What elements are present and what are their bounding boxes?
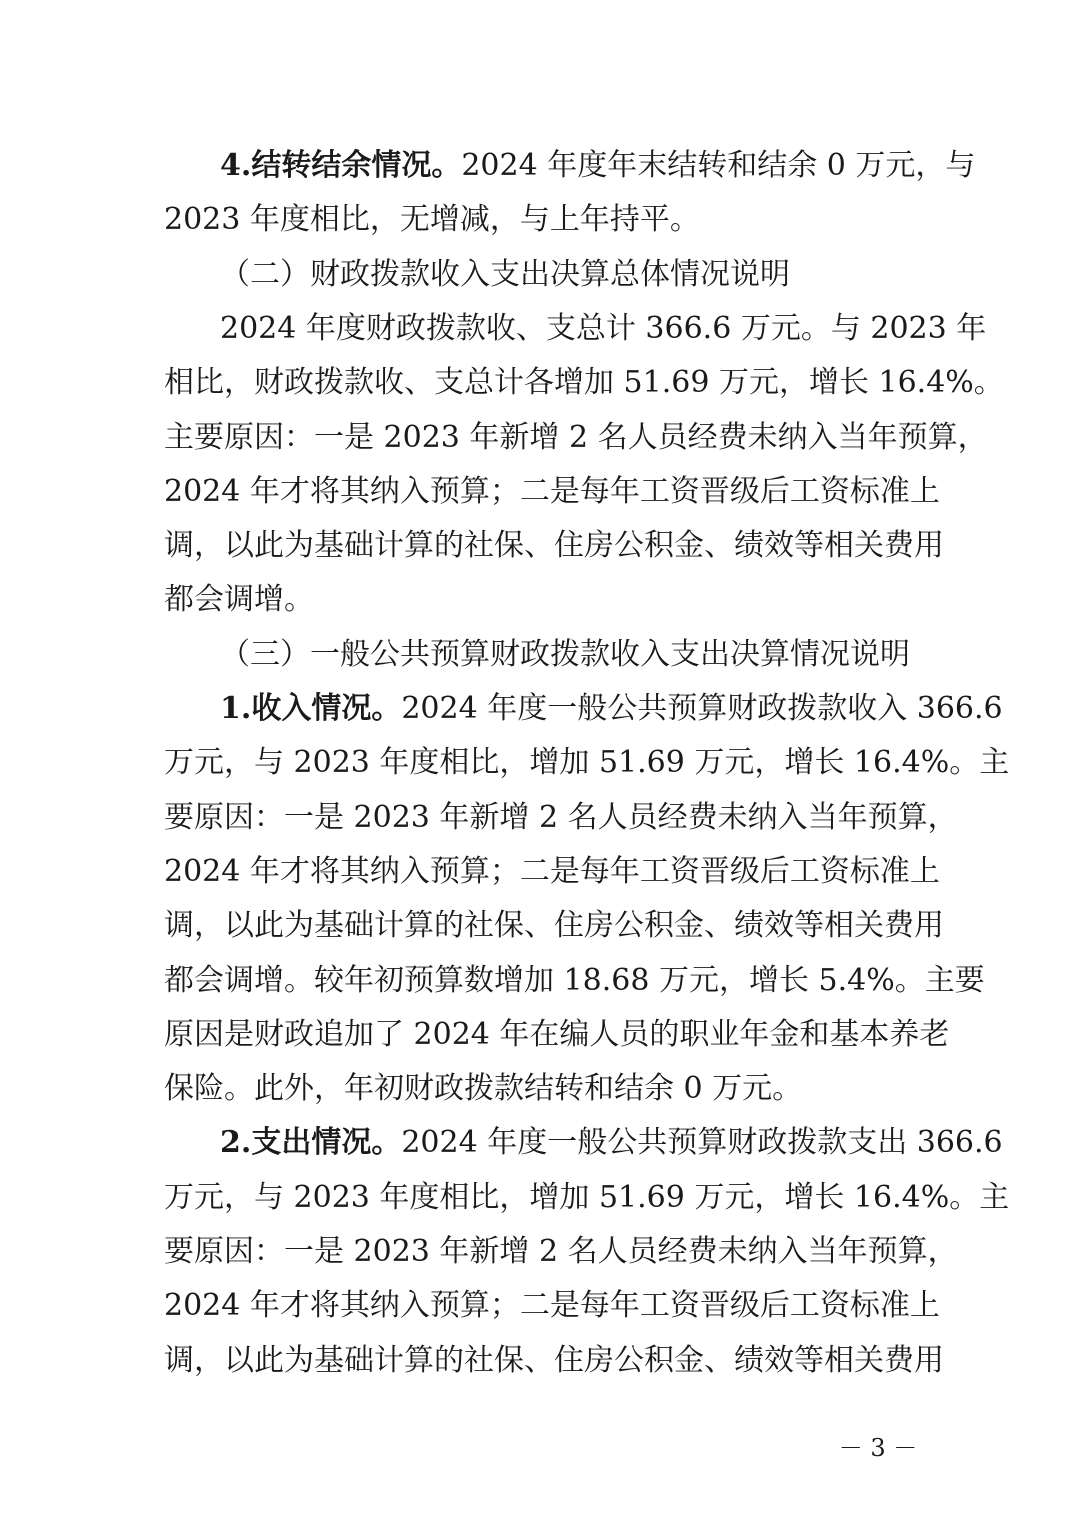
text-line — [164, 526, 944, 566]
text-line — [164, 1232, 958, 1272]
text-line — [220, 309, 987, 349]
line-text: 万元，与 2023 年度相比，增加 51.69 万元，增长 16.4%。主 — [164, 1180, 1010, 1215]
line-text: 万元，与 2023 年度相比，增加 51.69 万元，增长 16.4%。主 — [164, 745, 1010, 780]
line-text: 2024 年才将其纳入预算；二是每年工资晋级后工资标准上 — [164, 474, 940, 509]
page-number: － 3 － — [838, 1434, 918, 1462]
text-line — [164, 743, 1010, 783]
line-text: 调，以此为基础计算的社保、住房公积金、绩效等相关费用 — [164, 908, 944, 943]
line-text: 2024 年度财政拨款收、支总计 366.6 万元。与 2023 年 — [220, 311, 987, 346]
text-line — [164, 1069, 914, 1109]
line-text: （三）一般公共预算财政拨款收入支出决算情况说明 — [220, 637, 910, 672]
line-text: 2024 年度年末结转和结余 0 万元，与 — [461, 148, 976, 183]
text-line — [164, 798, 958, 838]
line-text: 原因是财政追加了 2024 年在编人员的职业年金和基本养老 — [164, 1017, 950, 1052]
text-line — [220, 255, 914, 295]
text-line — [164, 906, 944, 946]
text-line — [164, 472, 940, 512]
line-text: 相比，财政拨款收、支总计各增加 51.69 万元，增长 16.4%。 — [164, 365, 1004, 400]
text-line — [164, 418, 988, 458]
text-line — [164, 1178, 1010, 1218]
line-text: 主要原因：一是 2023 年新增 2 名人员经费未纳入当年预算， — [164, 420, 988, 455]
section-lead: 1.收入情况。 — [220, 691, 402, 726]
line-text: 2024 年才将其纳入预算；二是每年工资晋级后工资标准上 — [164, 1288, 940, 1323]
line-text: 要原因：一是 2023 年新增 2 名人员经费未纳入当年预算， — [164, 800, 958, 835]
section-lead: 2.支出情况。 — [220, 1125, 402, 1160]
text-line — [164, 200, 914, 240]
text-line — [164, 852, 940, 892]
text-line — [220, 1123, 1003, 1163]
text-line — [164, 1286, 940, 1326]
line-text: 2024 年度一般公共预算财政拨款收入 366.6 — [401, 691, 1003, 726]
text-line — [164, 1015, 950, 1055]
line-text: 2023 年度相比，无增减，与上年持平。 — [164, 202, 700, 237]
text-line — [220, 689, 1003, 729]
text-line — [164, 1341, 944, 1381]
line-text: 要原因：一是 2023 年新增 2 名人员经费未纳入当年预算， — [164, 1234, 958, 1269]
text-line — [164, 580, 914, 620]
section-lead: 4.结转结余情况。 — [220, 148, 462, 183]
line-text: 调，以此为基础计算的社保、住房公积金、绩效等相关费用 — [164, 528, 944, 563]
line-text: 调，以此为基础计算的社保、住房公积金、绩效等相关费用 — [164, 1343, 944, 1378]
text-line — [164, 961, 985, 1001]
line-text: 2024 年度一般公共预算财政拨款支出 366.6 — [401, 1125, 1003, 1160]
line-text: 都会调增。较年初预算数增加 18.68 万元，增长 5.4%。主要 — [164, 963, 985, 998]
text-line — [220, 635, 914, 675]
text-line — [164, 363, 1004, 403]
line-text: 都会调增。 — [164, 582, 314, 617]
line-text: （二）财政拨款收入支出决算总体情况说明 — [220, 257, 790, 292]
line-text: 保险。此外，年初财政拨款结转和结余 0 万元。 — [164, 1071, 803, 1106]
line-text: 2024 年才将其纳入预算；二是每年工资晋级后工资标准上 — [164, 854, 940, 889]
text-line — [220, 146, 976, 186]
